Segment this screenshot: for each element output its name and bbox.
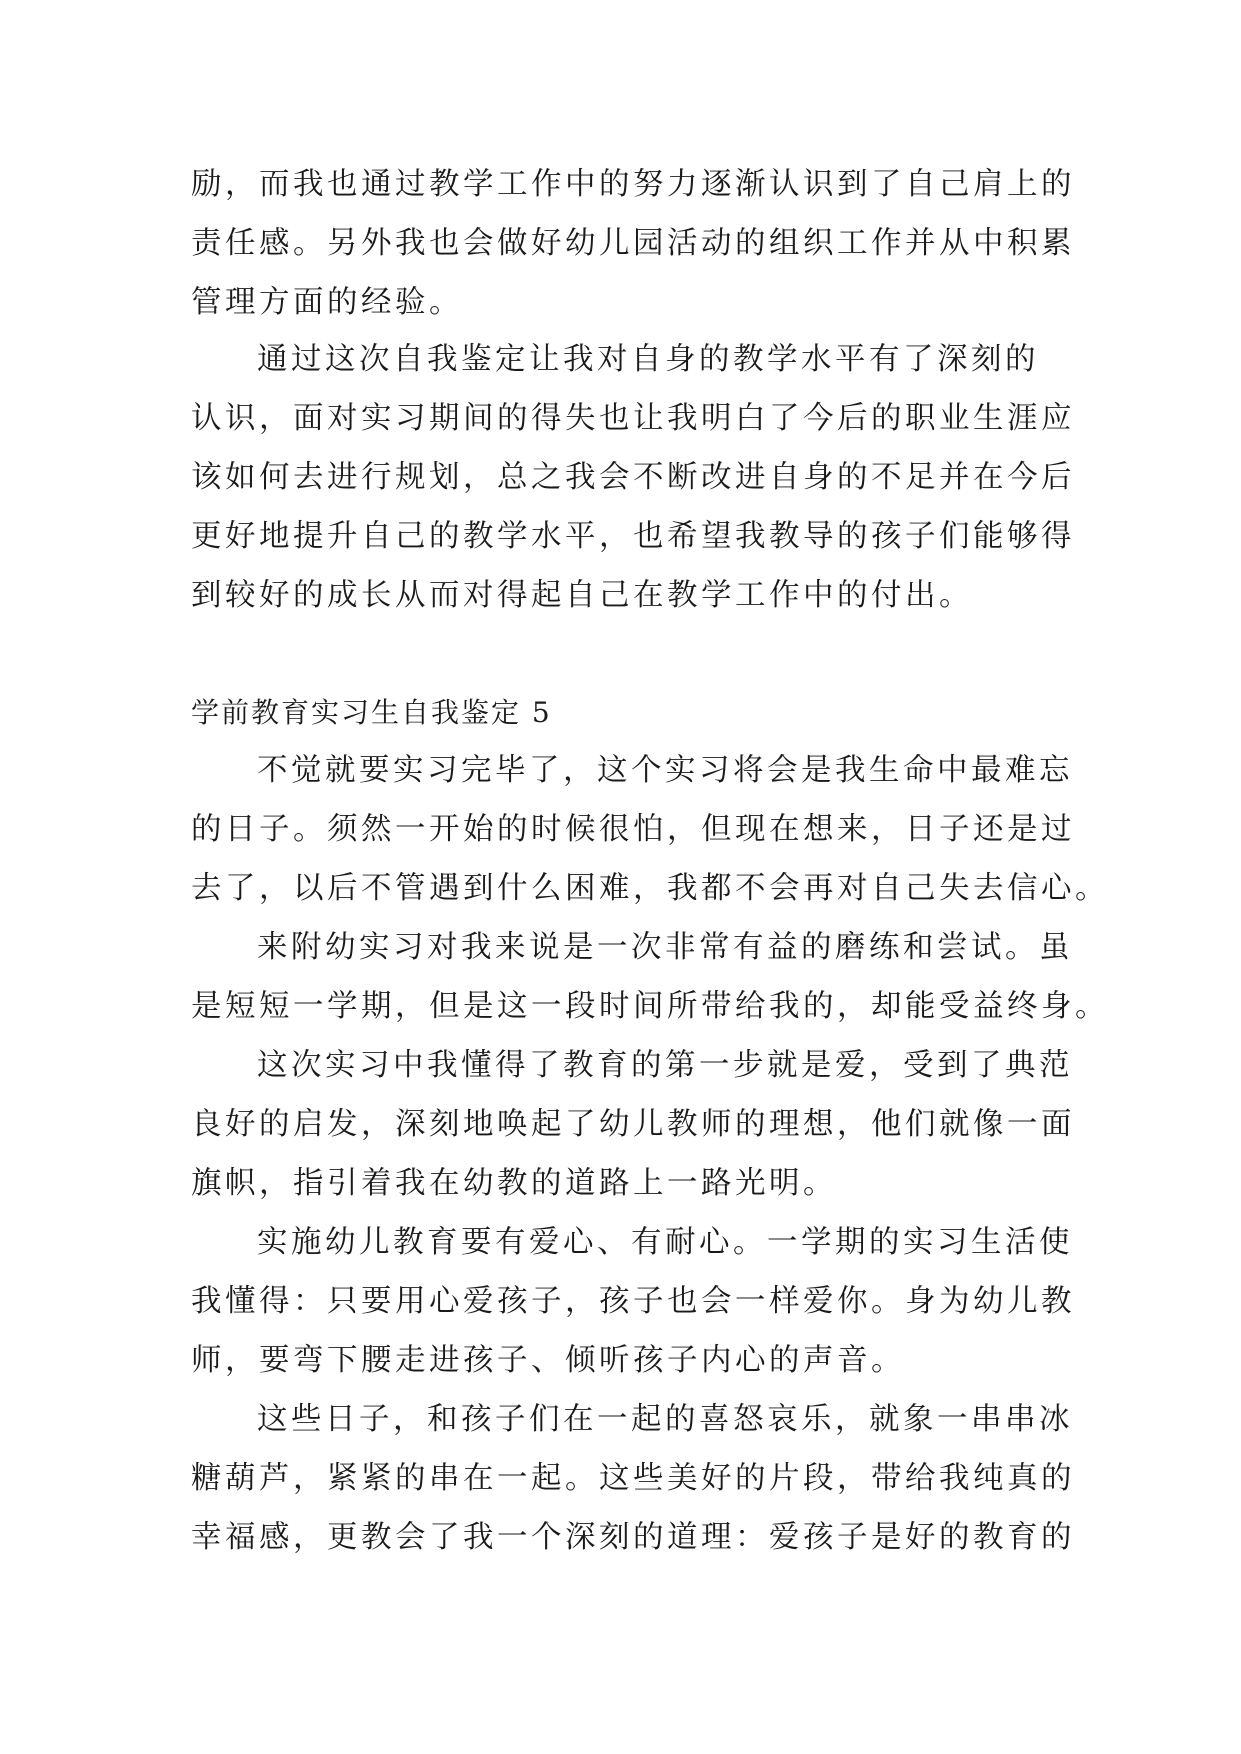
text-line: 认识，面对实习期间的得失也让我明白了今后的职业生涯应 (191, 401, 1075, 436)
text-line: 旗帜，指引着我在幼教的道路上一路光明。 (191, 1166, 837, 1201)
text-line: 责任感。另外我也会做好幼儿园活动的组织工作并从中积累 (191, 226, 1075, 261)
text-line: 这次实习中我懂得了教育的第一步就是爱，受到了典范 (257, 1048, 1073, 1083)
text-line: 管理方面的经验。 (191, 285, 463, 320)
text-line: 良好的启发，深刻地唤起了幼儿教师的理想，他们就像一面 (191, 1107, 1075, 1142)
text-line: 来附幼实习对我来说是一次非常有益的磨练和尝试。虽 (257, 930, 1073, 965)
paragraph-continuation (191, 155, 1075, 332)
text-line: 励，而我也通过教学工作中的努力逐渐认识到了自己肩上的 (191, 167, 1075, 202)
section-heading: 学前教育实习生自我鉴定 5 (191, 696, 552, 729)
text-line: 通过这次自我鉴定让我对自身的教学水平有了深刻的 (257, 342, 1039, 377)
section-body (191, 741, 1109, 1567)
text-line: 师，要弯下腰走进孩子、倾听孩子内心的声音。 (191, 1343, 905, 1378)
text-line: 实施幼儿教育要有爱心、有耐心。一学期的实习生活使 (257, 1225, 1073, 1260)
text-line: 去了，以后不管遇到什么困难，我都不会再对自己失去信心。 (191, 871, 1109, 906)
text-line: 的日子。须然一开始的时候很怕，但现在想来，日子还是过 (191, 812, 1075, 847)
text-line: 不觉就要实习完毕了，这个实习将会是我生命中最难忘 (257, 753, 1073, 788)
text-line: 该如何去进行规划，总之我会不断改进自身的不足并在今后 (191, 460, 1075, 495)
text-line: 是短短一学期，但是这一段时间所带给我的，却能受益终身。 (191, 989, 1109, 1024)
text-line: 幸福感，更教会了我一个深刻的道理：爱孩子是好的教育的 (191, 1520, 1075, 1555)
text-line: 更好地提升自己的教学水平，也希望我教导的孩子们能够得 (191, 519, 1075, 554)
text-line: 我懂得：只要用心爱孩子，孩子也会一样爱你。身为幼儿教 (191, 1284, 1075, 1319)
paragraph-conclusion (191, 330, 1075, 625)
text-line: 到较好的成长从而对得起自己在教学工作中的付出。 (191, 578, 973, 613)
text-line: 糖葫芦，紧紧的串在一起。这些美好的片段，带给我纯真的 (191, 1461, 1075, 1496)
text-line: 这些日子，和孩子们在一起的喜怒哀乐，就象一串串冰 (257, 1402, 1073, 1437)
